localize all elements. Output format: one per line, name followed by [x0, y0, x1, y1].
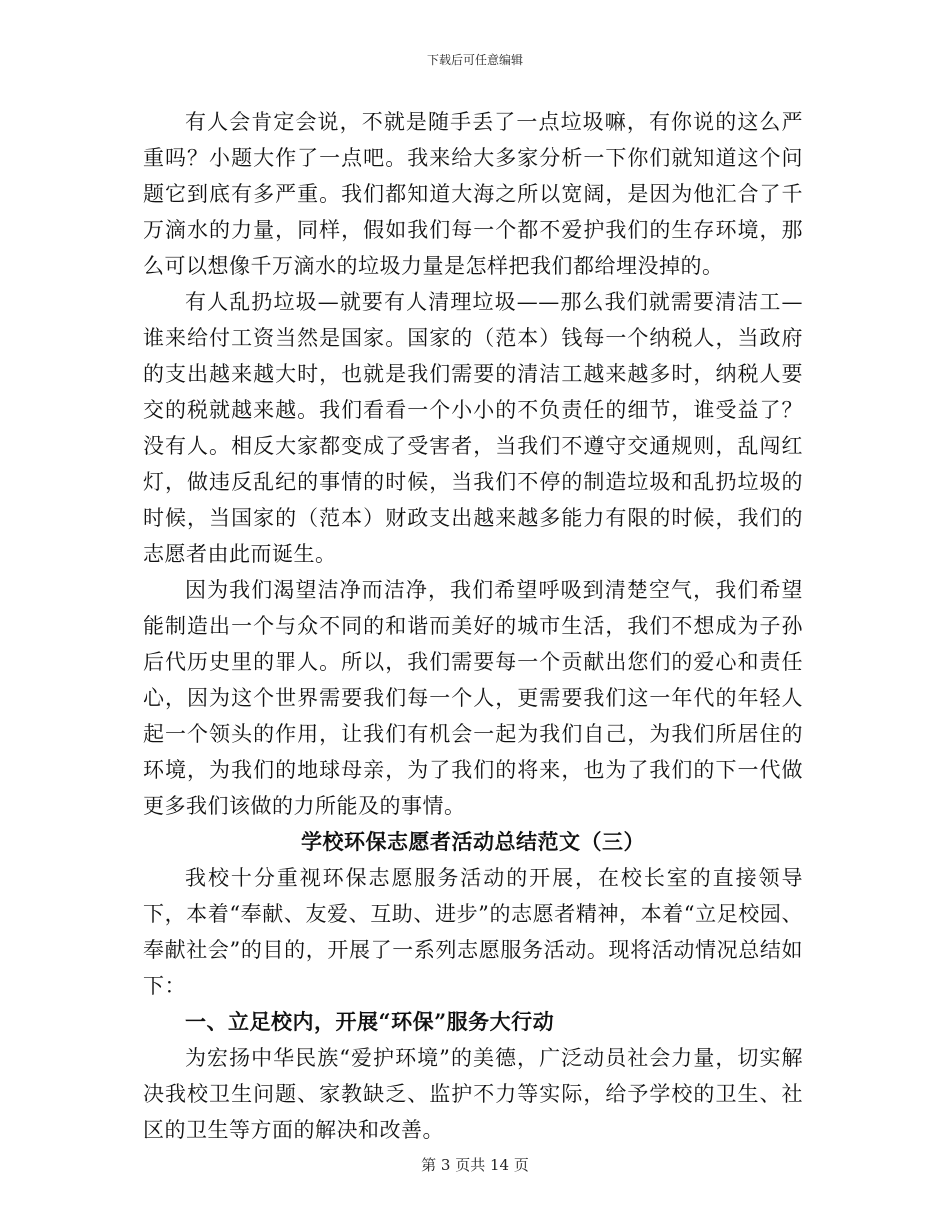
page-header: 下载后可任意编辑	[426, 53, 523, 67]
body-paragraph: 有人会肯定会说，不就是随手丢了一点垃圾嘛，有你说的这么严重吗？小题大作了一点吧。我来给大多家分析一下你们就知道这个问题它到底有多严重。我们都知道大海之所以宽阔，是因为他汇合了千万滴水的力量，同样，假如我们每一个都不爱护我们的生存环境，那么可以想像千万滴水的垃圾力量是怎样把我们都给埋没掉的。	[143, 110, 803, 278]
section-subheading: 一、立足校内，开展“环保”服务大行动	[185, 1009, 555, 1034]
page-footer: 第 3 页共 14 页	[421, 1156, 529, 1174]
document-body	[143, 104, 803, 1148]
body-paragraph: 为宏扬中华民族“爱护环境”的美德，广泛动员社会力量，切实解决我校卫生问题、家教缺乏、监护不力等实际，给予学校的卫生、社区的卫生等方面的解决和改善。	[143, 1046, 803, 1142]
section-title: 学校环保志愿者活动总结范文（三）	[301, 829, 645, 854]
body-paragraph: 有人乱扔垃圾—就要有人清理垃圾——那么我们就需要清洁工—谁来给付工资当然是国家。国家的（范本）钱每一个纳税人，当政府的支出越来越大时，也就是我们需要的清洁工越来越多时，纳税人要交的税就越来越。我们看看一个小小的不负责任的细节，谁受益了？没有人。相反大家都变成了受害者，当我们不遵守交通规则，乱闯红灯，做违反乱纪的事情的时候，当我们不停的制造垃圾和乱扔垃圾的时候，当国家的（范本）财政支出越来越多能力有限的时候，我们的志愿者由此而诞生。	[143, 290, 803, 566]
body-paragraph: 我校十分重视环保志愿服务活动的开展，在校长室的直接领导下，本着“奉献、友爱、互助、进步”的志愿者精神，本着“立足校园、奉献社会”的目的，开展了一系列志愿服务活动。现将活动情况总结如下：	[143, 866, 803, 998]
body-paragraph: 因为我们渴望洁净而洁净，我们希望呼吸到清楚空气，我们希望能制造出一个与众不同的和谐而美好的城市生活，我们不想成为子孙后代历史里的罪人。所以，我们需要每一个贡献出您们的爱心和责任心，因为这个世界需要我们每一个人，更需要我们这一年代的年轻人起一个领头的作用，让我们有机会一起为我们自己，为我们所居住的环境，为我们的地球母亲，为了我们的将来，也为了我们的下一代做更多我们该做的力所能及的事情。	[143, 578, 803, 818]
